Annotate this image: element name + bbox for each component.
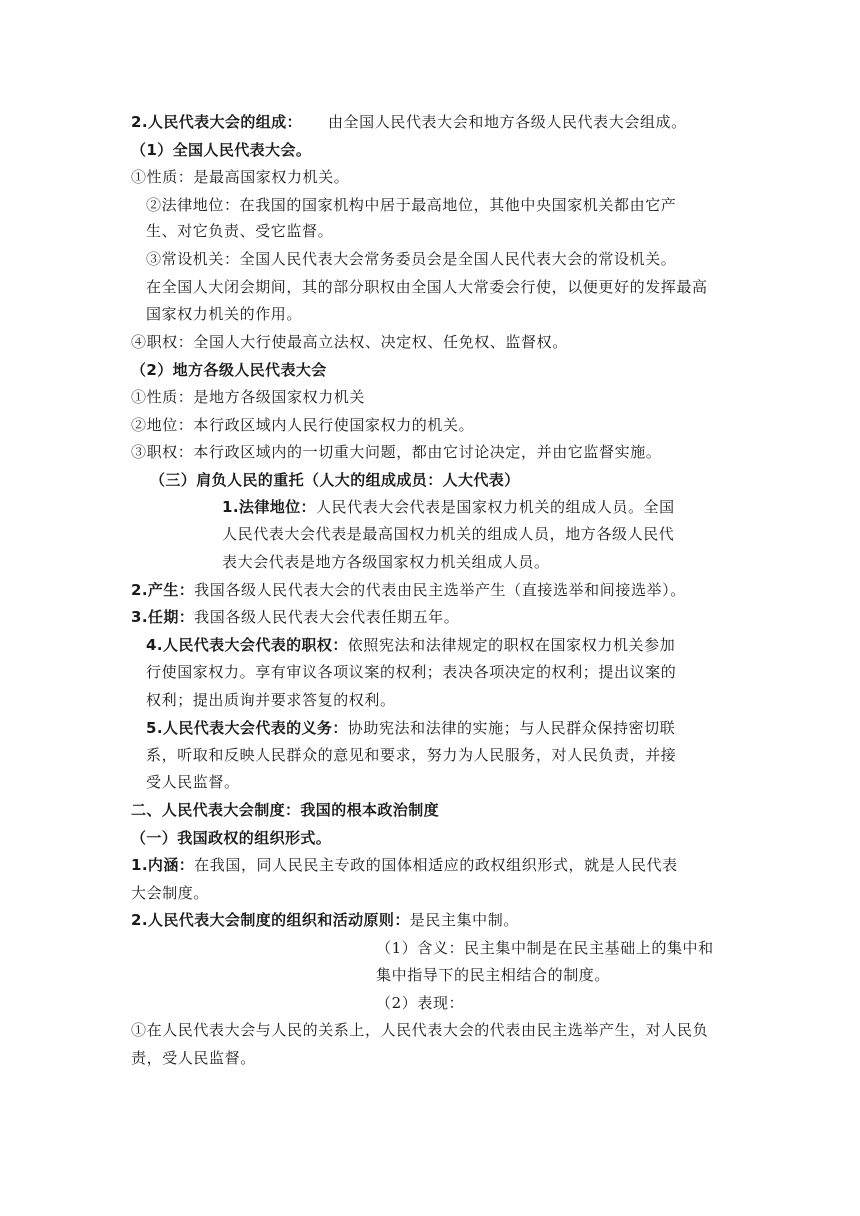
text-line: ③职权：本行政区域内的一切重大问题，都由它讨论决定，并由它监督实施。 xyxy=(131,443,662,461)
subsection-heading: （三）肩负人民的重托（人大的组成成员：人大代表） xyxy=(150,471,520,489)
text-line: ①性质：是最高国家权力机关。 xyxy=(131,168,350,186)
text-line: 表大会代表是地方各级国家权力机关组成人员。 xyxy=(222,553,550,571)
text-line: （2）表现： xyxy=(376,994,465,1012)
text-line: 受人民监督。 xyxy=(146,773,240,791)
subsection-heading: （1）全国人民代表大会。 xyxy=(131,141,312,159)
text-line: 2.产生：我国各级人民代表大会的代表由民主选举产生（直接选举和间接选举）。 xyxy=(131,581,686,599)
text-line: 国家权力机关的作用。 xyxy=(146,305,303,323)
text-line: ③常设机关：全国人民代表大会常务委员会是全国人民代表大会的常设机关。 xyxy=(146,250,677,268)
text-line: 4.人民代表大会代表的职权：依照宪法和法律规定的职权在国家权力机关参加 xyxy=(146,636,676,654)
text-line: 系，听取和反映人民群众的意见和要求，努力为人民服务，对人民负责，并接 xyxy=(146,746,677,764)
text-line: 3.任期：我国各级人民代表大会代表任期五年。 xyxy=(131,608,460,626)
text-line: ④职权：全国人大行使最高立法权、决定权、任免权、监督权。 xyxy=(131,333,568,351)
text-line: 集中指导下的民主相结合的制度。 xyxy=(376,966,611,984)
text-line: （1）含义：民主集中制是在民主基础上的集中和 xyxy=(376,939,714,957)
text-line: 在全国人大闭会期间，其的部分职权由全国人大常委会行使，以便更好的发挥最高 xyxy=(146,278,708,296)
text-line: 人民代表大会代表是最高国权力机关的组成人员，地方各级人民代 xyxy=(222,525,675,543)
text-line: 大会制度。 xyxy=(131,884,210,902)
section-heading: 2.人民代表大会的组成： 由全国人民代表大会和地方各级人民代表大会组成。 xyxy=(131,113,687,131)
section-heading: 二、人民代表大会制度：我国的根本政治制度 xyxy=(131,801,440,819)
subsection-heading: （一）我国政权的组织形式。 xyxy=(131,829,332,847)
text-line: ①性质：是地方各级国家权力机关 xyxy=(131,388,366,406)
text-line: 责，受人民监督。 xyxy=(131,1049,256,1067)
text-line: 5.人民代表大会代表的义务：协助宪法和法律的实施；与人民群众保持密切联 xyxy=(146,719,676,737)
text-line: ②地位：本行政区域内人民行使国家权力的机关。 xyxy=(131,416,475,434)
text-line: 1.内涵：在我国，同人民民主专政的国体相适应的政权组织形式，就是人民代表 xyxy=(131,856,678,874)
text-line: 1.法律地位：人民代表大会代表是国家权力机关的组成人员。全国 xyxy=(222,498,675,516)
text-line: ①在人民代表大会与人民的关系上，人民代表大会的代表由民主选举产生，对人民负 xyxy=(131,1021,709,1039)
text-line: 2.人民代表大会制度的组织和活动原则：是民主集中制。 xyxy=(131,911,519,929)
text-line: 行使国家权力。享有审议各项议案的权利；表决各项决定的权利；提出议案的 xyxy=(146,663,677,681)
subsection-heading: （2）地方各级人民代表大会 xyxy=(131,361,327,379)
text-line: 生、对它负责、受它监督。 xyxy=(146,222,334,240)
text-line: 权利；提出质询并要求答复的权利。 xyxy=(146,691,396,709)
text-line: ②法律地位：在我国的国家机构中居于最高地位，其他中央国家机关都由它产 xyxy=(146,196,677,214)
